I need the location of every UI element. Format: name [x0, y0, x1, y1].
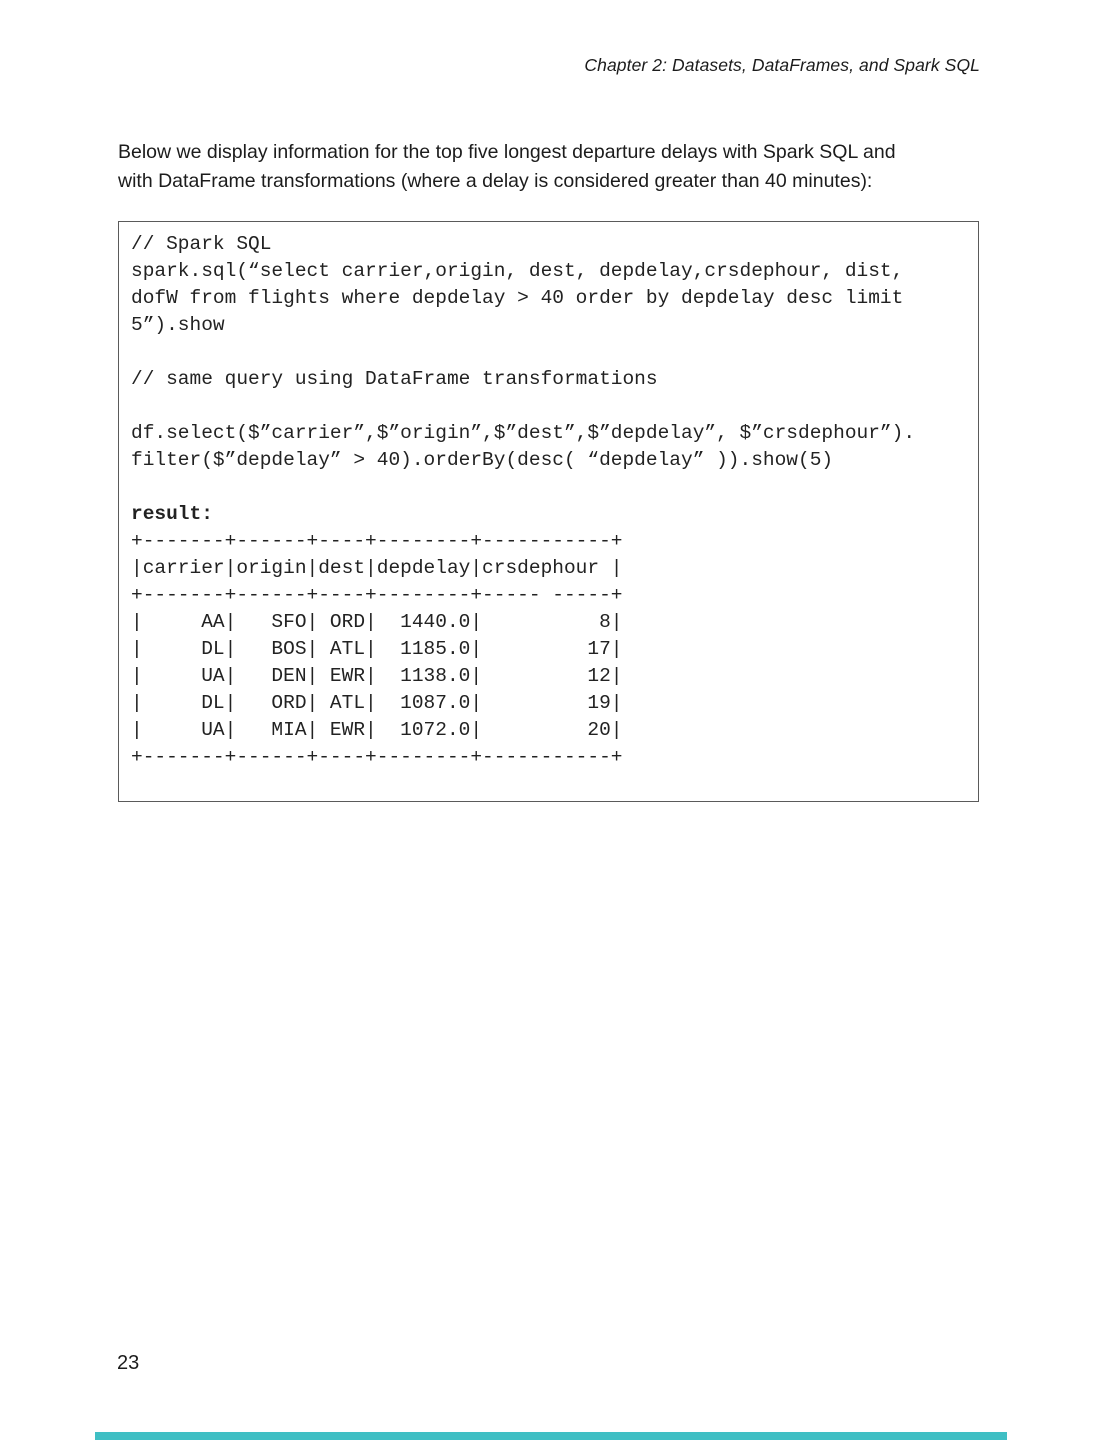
result-table-ascii: +-------+------+----+--------+-----------+ |carrier|origin|dest|depdelay|crsdephour | +-------+------+----+--------+----- -----+ | AA| SFO| ORD| 1440.0| 8| | DL| BOS| ATL| 1185.0| 17| | UA| DEN| EWR| 1138.0| 12| | DL| ORD| ATL| 1087.0| 19| | UA| MIA| EWR| 1072.0| 20| +-------+------+----+--------+-----------+ [131, 530, 623, 768]
result-label: result: [131, 503, 213, 525]
running-header: Chapter 2: Datasets, DataFrames, and Spark SQL [584, 55, 980, 75]
code-block [118, 221, 979, 802]
intro-paragraph: Below we display information for the top five longest departure delays with Spark SQL and with DataFrame transformations (where a delay is considered greater than 40 minutes): [118, 141, 896, 192]
code-listing-text: // Spark SQL spark.sql(“select carrier,origin, dest, depdelay,crsdephour, dist, dofW from flights where depdelay > 40 order by depdelay desc limit 5”).show // same query using DataFrame transformations df.select($”carrier”,$”origin”,$”dest”,$”depdelay”, $”crsdephour”). filter($”depdelay” > 40).orderBy(desc( “depdelay” )).show(5) [131, 233, 916, 471]
page-footer-accent-bar [95, 1432, 1007, 1440]
code-listing [131, 231, 978, 771]
page-number: 23 [117, 1352, 140, 1374]
